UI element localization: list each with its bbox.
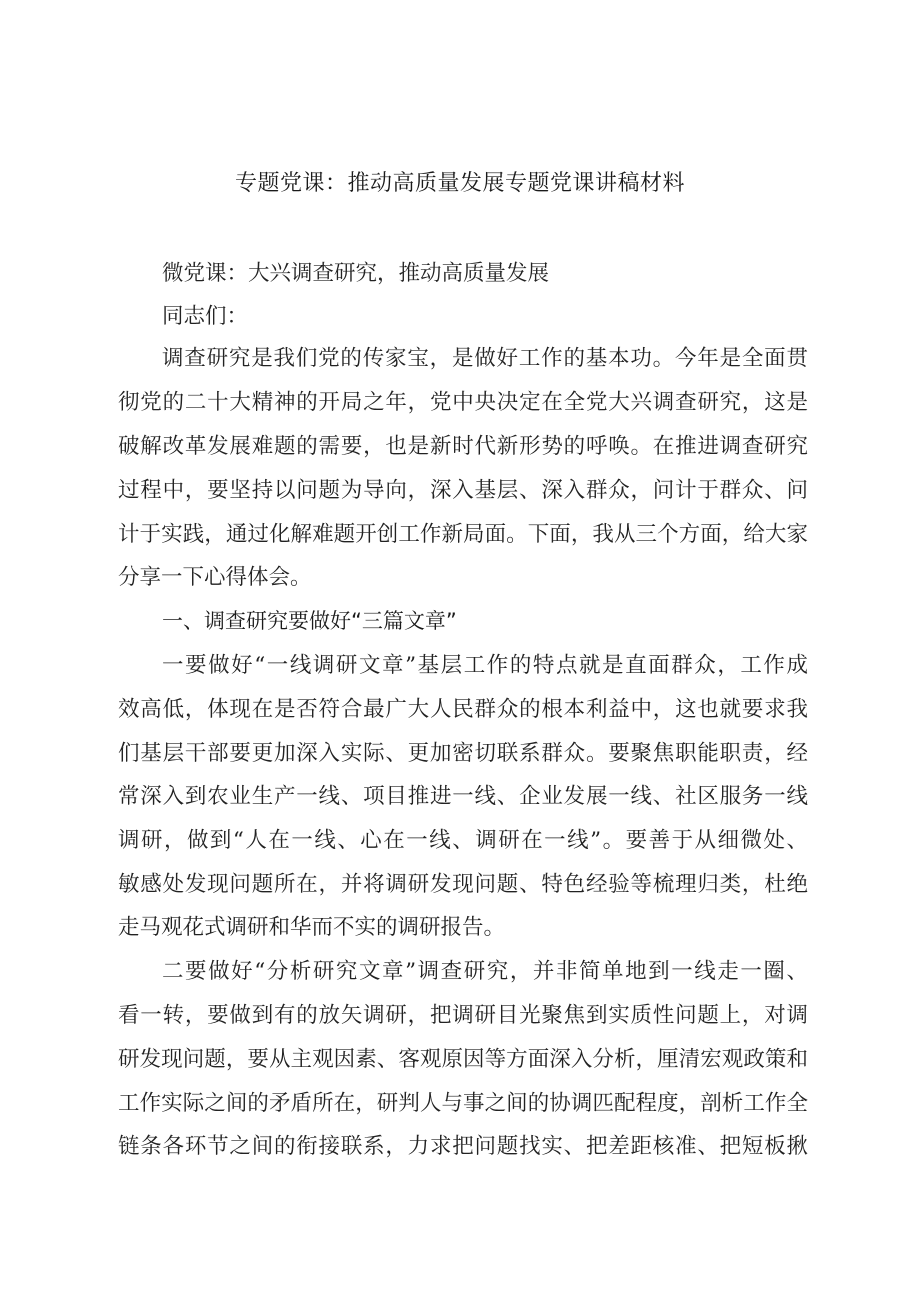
intro-line: 计于实践，通过化解难题开创工作新局面。下面，我从三个方面，给大家 <box>118 522 808 547</box>
paragraph-line: 研发现问题，要从主观因素、客观原因等方面深入分析，厘清宏观政策和 <box>118 1047 808 1072</box>
intro-line: 破解改革发展难题的需要，也是新时代新形势的呼唤。在推进调查研究 <box>118 434 808 459</box>
paragraph-line: 链条各环节之间的衔接联系，力求把问题找实、把差距核准、把短板揪 <box>118 1134 808 1159</box>
intro-line: 过程中，要坚持以问题为导向，深入基层、深入群众，问计于群众、问 <box>118 478 808 503</box>
paragraph-line: 们基层干部要更加深入实际、更加密切联系群众。要聚焦职能职责，经 <box>118 741 808 766</box>
paragraph-line: 二要做好“分析研究文章”调查研究，并非简单地到一线走一圈、 <box>162 959 808 984</box>
section-heading: 一、调查研究要做好“三篇文章” <box>162 609 457 633</box>
paragraph-line: 看一转，要做到有的放矢调研，把调研目光聚焦到实质性问题上，对调 <box>118 1003 808 1028</box>
subtitle: 微党课：大兴调查研究，推动高质量发展 <box>162 261 550 286</box>
paragraph-line: 调研，做到“人在一线、心在一线、调研在一线”。要善于从细微处、 <box>118 828 808 853</box>
salutation: 同志们： <box>162 304 249 329</box>
paragraph-line: 效高低，体现在是否符合最广大人民群众的根本利益中，这也就要求我 <box>118 697 808 722</box>
paragraph-line: 常深入到农业生产一线、项目推进一线、企业发展一线、社区服务一线 <box>118 784 808 809</box>
intro-line: 调查研究是我们党的传家宝，是做好工作的基本功。今年是全面贯 <box>162 346 808 371</box>
document-title: 专题党课：推动高质量发展专题党课讲稿材料 <box>234 171 685 196</box>
paragraph-line: 工作实际之间的矛盾所在，研判人与事之间的协调匹配程度，剖析工作全 <box>118 1091 808 1116</box>
intro-line: 分享一下心得体会。 <box>118 565 312 590</box>
paragraph-line: 敏感处发现问题所在，并将调研发现问题、特色经验等梳理归类，杜绝 <box>118 872 808 897</box>
paragraph-line: 一要做好“一线调研文章”基层工作的特点就是直面群众，工作成 <box>162 653 808 678</box>
paragraph-line: 走马观花式调研和华而不实的调研报告。 <box>118 915 506 940</box>
intro-line: 彻党的二十大精神的开局之年，党中央决定在全党大兴调查研究，这是 <box>118 390 808 415</box>
